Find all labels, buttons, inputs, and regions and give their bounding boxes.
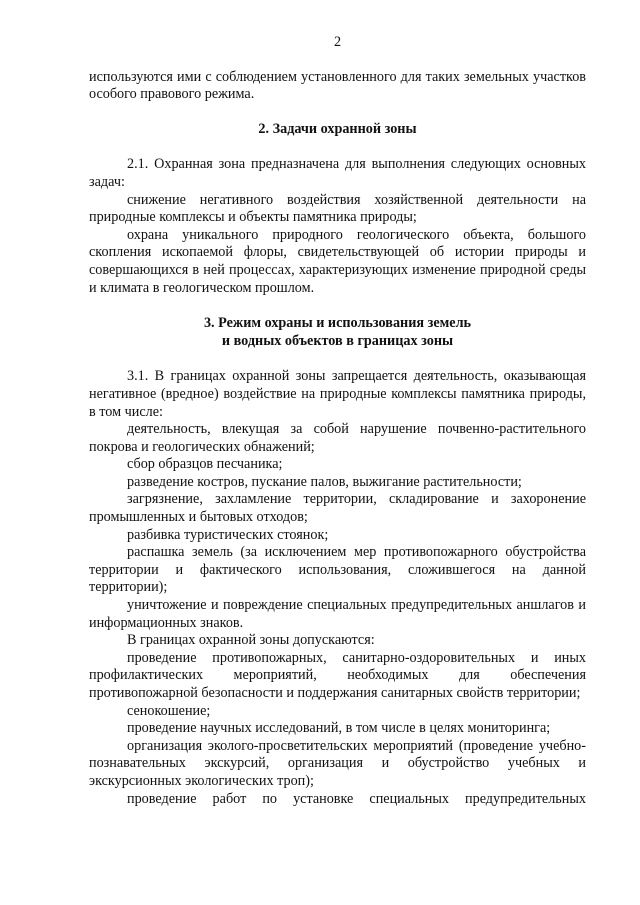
prohibited-item: сбор образцов песчаника; [127,456,283,473]
prohibited-item: деятельность, влекущая за собой нарушение почвенно-растительного покрова и геологических обнажений; [89,421,586,455]
section-2-task-item: снижение негативного воздействия хозяйственной деятельности на природные комплексы и объекты памятника природы; [89,191,586,226]
prohibited-item: разбивка туристических стоянок; [127,526,329,543]
section-3-heading-line-2: и водных объектов в границах зоны [221,332,454,349]
allowed-item: проведение научных исследований, в том числе в целях мониторинга; [127,720,551,737]
section-2-task-item: охрана уникального природного геологического объекта, большого скопления ископаемой флоры, свидетельствующей об истории природы и совершающихся в ней процессах, характеризующих изменение природной среды и климата в геологическом прошлом. [89,226,586,296]
section-2-paragraph-2-1: 2.1. Охранная зона предназначена для выполнения следующих основных задач: [89,156,586,190]
allowed-intro: В границах охранной зоны допускаются: [127,632,375,649]
section-2-heading: 2. Задачи охранной зоны [258,120,417,137]
allowed-item: организация эколого-просветительских мероприятий (проведение учебно-познавательных экскурсий, организация и обустройство учебных и экскурсионных экологических троп); [89,737,586,789]
prohibited-item: загрязнение, захламление территории, складирование и захоронение промышленных и бытовых отходов; [89,491,586,526]
section-3-paragraph-3-1: 3.1. В границах охранной зоны запрещается деятельность, оказывающая негативное (вредное) воздействие на природные комплексы памятника природы, в том числе: [89,368,586,420]
prohibited-item: разведение костров, пускание палов, выжигание растительности; [127,473,522,490]
intro-paragraph: используются ими с соблюдением установленного для таких земельных участков особого правового режима. [89,68,586,103]
allowed-item: проведение противопожарных, санитарно-оздоровительных и иных профилактических мероприятий, необходимых для обеспечения противопожарной безопасности и поддержания санитарных свойств территории; [89,649,586,701]
page-number: 2 [333,34,342,50]
prohibited-item: уничтожение и повреждение специальных предупредительных аншлагов и информационных знаков. [89,597,586,631]
prohibited-item: распашка земель (за исключением мер противопожарного обустройства территории и фактического использования, сложившегося на данной территории); [89,544,586,596]
allowed-item: проведение работ по установке специальных предупредительных [127,790,586,807]
section-3-heading-line-1: 3. Режим охраны и использования земель [203,315,472,332]
allowed-item: сенокошение; [127,702,211,719]
